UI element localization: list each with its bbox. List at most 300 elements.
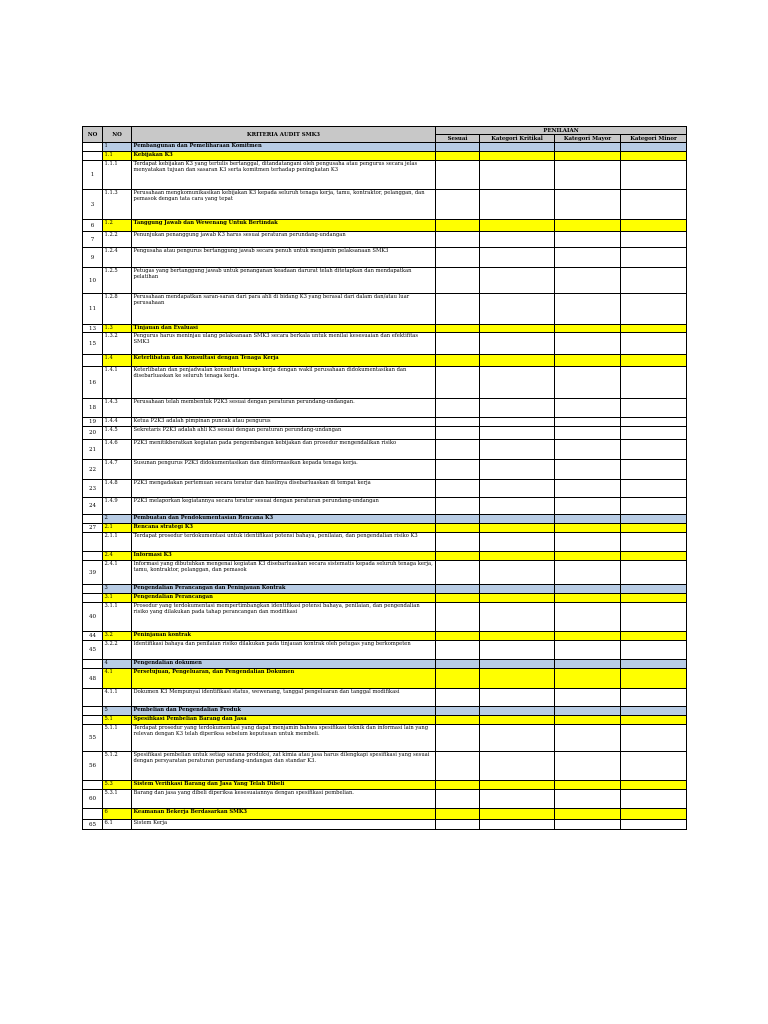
table-row: [83, 480, 687, 498]
cell-kritikal[interactable]: [480, 790, 555, 809]
cell-mayor[interactable]: [555, 294, 621, 325]
cell-mayor[interactable]: [555, 524, 621, 533]
table-row: [83, 355, 687, 367]
cell-mayor[interactable]: [555, 220, 621, 232]
table-row: [83, 809, 687, 820]
cell-minor[interactable]: [621, 220, 687, 232]
cell-sesuai[interactable]: [436, 427, 480, 440]
cell-minor[interactable]: [621, 248, 687, 268]
cell-mayor[interactable]: [555, 752, 621, 781]
cell-sesuai[interactable]: [436, 268, 480, 294]
cell-mayor[interactable]: [555, 641, 621, 660]
cell-sesuai[interactable]: [436, 498, 480, 515]
cell-minor[interactable]: [621, 355, 687, 367]
row-code: 2.1.1: [103, 533, 132, 552]
row-criteria: Informasi yang dibutuhkan mengenai kegiatan K3 disebarluaskan secara sistematis kepada seluruh tenaga kerja, tamu, kontraktor, pelanggan, dan pemasok: [132, 561, 436, 585]
cell-minor[interactable]: [621, 524, 687, 533]
table-row: [83, 152, 687, 161]
cell-minor[interactable]: [621, 460, 687, 480]
row-criteria: Pembuatan dan Pendokumentasian Rencana K3: [132, 515, 436, 524]
cell-mayor[interactable]: [555, 533, 621, 552]
row-code: 1.2.5: [103, 268, 132, 294]
cell-minor[interactable]: [621, 161, 687, 190]
row-number: [83, 533, 103, 552]
cell-sesuai[interactable]: [436, 190, 480, 220]
cell-sesuai[interactable]: [436, 294, 480, 325]
cell-kritikal[interactable]: [480, 707, 555, 716]
cell-minor[interactable]: [621, 707, 687, 716]
cell-sesuai[interactable]: [436, 725, 480, 752]
cell-sesuai[interactable]: [436, 152, 480, 161]
row-number: 15: [83, 333, 103, 355]
row-code: 1.4.1: [103, 367, 132, 399]
cell-kritikal[interactable]: [480, 220, 555, 232]
cell-kritikal[interactable]: [480, 498, 555, 515]
row-criteria: Sistem Kerja: [132, 820, 436, 830]
cell-mayor[interactable]: [555, 333, 621, 355]
cell-sesuai[interactable]: [436, 603, 480, 632]
row-code: 1.3: [103, 325, 132, 333]
row-code: 1.4.4: [103, 418, 132, 427]
row-criteria: Dokumen K3 Mempunyai identifikasi status, wewenang, tanggal pengeluaran dan tanggal modifikasi: [132, 689, 436, 707]
row-criteria: Terdapat kebijakan K3 yang tertulis bertanggal, ditandatangani oleh pengusaha atau pengurus secara jelas menyatakan tujuan dan sasaran K3 serta komitmen terhadap peningkatan K3: [132, 161, 436, 190]
row-code: 1.1: [103, 152, 132, 161]
row-criteria: Sistem Verifikasi Barang dan Jasa Yang Telah Dibeli: [132, 781, 436, 790]
row-code: 3.2.2: [103, 641, 132, 660]
row-number: [83, 552, 103, 561]
row-criteria: Keamanan Bekerja Berdasarkan SMK3: [132, 809, 436, 820]
cell-mayor[interactable]: [555, 143, 621, 152]
row-code: 1.1.3: [103, 190, 132, 220]
row-criteria: Terdapat prosedur yang terdokumentasi yang dapat menjamin bahwa spesifikasi teknik dan informasi lain yang relevan dengan K3 telah diperiksa sebelum keputusan untuk membeli.: [132, 725, 436, 752]
cell-minor[interactable]: [621, 533, 687, 552]
cell-kritikal[interactable]: [480, 533, 555, 552]
row-code: 1.2: [103, 220, 132, 232]
cell-mayor[interactable]: [555, 790, 621, 809]
cell-kritikal[interactable]: [480, 294, 555, 325]
cell-minor[interactable]: [621, 585, 687, 594]
cell-minor[interactable]: [621, 294, 687, 325]
cell-mayor[interactable]: [555, 552, 621, 561]
cell-mayor[interactable]: [555, 232, 621, 248]
row-number: 55: [83, 725, 103, 752]
table-row: [83, 190, 687, 220]
cell-minor[interactable]: [621, 498, 687, 515]
cell-mayor[interactable]: [555, 325, 621, 333]
cell-sesuai[interactable]: [436, 232, 480, 248]
header-no-2: NO: [103, 127, 132, 143]
cell-mayor[interactable]: [555, 367, 621, 399]
table-row: [83, 161, 687, 190]
row-number: 7: [83, 232, 103, 248]
cell-sesuai[interactable]: [436, 660, 480, 669]
row-criteria: Tinjauan dan Evaluasi: [132, 325, 436, 333]
row-criteria: Penunjukan penanggung jawab K3 harus sesuai peraturan perundang-undangan: [132, 232, 436, 248]
table-row: [83, 561, 687, 585]
cell-mayor[interactable]: [555, 399, 621, 418]
row-criteria: P2K3 melaporkan kegiatannya secara teratur sesuai dengan peraturan perundang-undangan: [132, 498, 436, 515]
cell-kritikal[interactable]: [480, 603, 555, 632]
row-code: 1.4.3: [103, 399, 132, 418]
cell-mayor[interactable]: [555, 632, 621, 641]
row-criteria: Pembangunan dan Pemeliharaan Komitmen: [132, 143, 436, 152]
row-criteria: P2K3 mengadakan pertemuan secara teratur dan hasilnya disebarluaskan di tempat kerja: [132, 480, 436, 498]
cell-kritikal[interactable]: [480, 594, 555, 603]
cell-kritikal[interactable]: [480, 399, 555, 418]
cell-sesuai[interactable]: [436, 809, 480, 820]
row-criteria: Terdapat prosedur terdokumentasi untuk identifikasi potensi bahaya, penilaian, dan pengendalian risiko K3: [132, 533, 436, 552]
row-code: 6: [103, 809, 132, 820]
cell-sesuai[interactable]: [436, 440, 480, 460]
row-code: 5.1.2: [103, 752, 132, 781]
cell-kritikal[interactable]: [480, 669, 555, 689]
cell-minor[interactable]: [621, 480, 687, 498]
cell-minor[interactable]: [621, 781, 687, 790]
table-row: [83, 143, 687, 152]
cell-minor[interactable]: [621, 268, 687, 294]
cell-kritikal[interactable]: [480, 152, 555, 161]
cell-sesuai[interactable]: [436, 355, 480, 367]
row-criteria: Petugas yang bertanggung jawab untuk penanganan keadaan darurat telah ditetapkan dan mendapatkan pelatihan: [132, 268, 436, 294]
table-row: [83, 641, 687, 660]
cell-kritikal[interactable]: [480, 689, 555, 707]
row-criteria: Barang dan jasa yang dibeli diperiksa kesesuaiannya dengan spesifikasi pembelian.: [132, 790, 436, 809]
table-row: [83, 716, 687, 725]
row-number: 60: [83, 790, 103, 809]
cell-mayor[interactable]: [555, 660, 621, 669]
row-number: [83, 143, 103, 152]
cell-minor[interactable]: [621, 427, 687, 440]
cell-minor[interactable]: [621, 752, 687, 781]
row-criteria: Perusahaan mendapatkan saran-saran dari para ahli di bidang K3 yang berasal dari dalam dan/atau luar perusahaan: [132, 294, 436, 325]
cell-mayor[interactable]: [555, 781, 621, 790]
cell-sesuai[interactable]: [436, 594, 480, 603]
cell-mayor[interactable]: [555, 669, 621, 689]
cell-sesuai[interactable]: [436, 552, 480, 561]
row-number: [83, 585, 103, 594]
row-number: 39: [83, 561, 103, 585]
cell-mayor[interactable]: [555, 594, 621, 603]
cell-kritikal[interactable]: [480, 725, 555, 752]
cell-minor[interactable]: [621, 143, 687, 152]
cell-sesuai[interactable]: [436, 480, 480, 498]
row-number: 27: [83, 524, 103, 533]
row-number: [83, 781, 103, 790]
row-code: 2.4.1: [103, 561, 132, 585]
table-row: [83, 268, 687, 294]
cell-kritikal[interactable]: [480, 524, 555, 533]
cell-minor[interactable]: [621, 669, 687, 689]
cell-sesuai[interactable]: [436, 752, 480, 781]
cell-sesuai[interactable]: [436, 367, 480, 399]
cell-minor[interactable]: [621, 399, 687, 418]
cell-mayor[interactable]: [555, 161, 621, 190]
cell-mayor[interactable]: [555, 498, 621, 515]
cell-kritikal[interactable]: [480, 333, 555, 355]
cell-sesuai[interactable]: [436, 669, 480, 689]
row-code: 4: [103, 660, 132, 669]
cell-mayor[interactable]: [555, 248, 621, 268]
row-code: 1.1.1: [103, 161, 132, 190]
cell-sesuai[interactable]: [436, 515, 480, 524]
cell-sesuai[interactable]: [436, 689, 480, 707]
cell-sesuai[interactable]: [436, 248, 480, 268]
row-number: 22: [83, 460, 103, 480]
row-criteria: Identifikasi bahaya dan penilaian risiko dilakukan pada tinjauan kontrak oleh petugas yang berkompeten: [132, 641, 436, 660]
cell-kritikal[interactable]: [480, 325, 555, 333]
row-number: 11: [83, 294, 103, 325]
table-row: [83, 552, 687, 561]
cell-kritikal[interactable]: [480, 248, 555, 268]
row-code: 3.1.1: [103, 603, 132, 632]
cell-sesuai[interactable]: [436, 220, 480, 232]
row-criteria: Pengendalian dokumen: [132, 660, 436, 669]
cell-kritikal[interactable]: [480, 515, 555, 524]
cell-minor[interactable]: [621, 632, 687, 641]
cell-mayor[interactable]: [555, 809, 621, 820]
row-criteria: Prosedur yang terdokumentasi mempertimbangkan identifikasi potensi bahaya, penilaian, dan pengendalian risiko yang dilakukan pada tahap perancangan dan modifikasi: [132, 603, 436, 632]
row-code: 5.1: [103, 716, 132, 725]
cell-sesuai[interactable]: [436, 325, 480, 333]
row-number: 9: [83, 248, 103, 268]
cell-kritikal[interactable]: [480, 752, 555, 781]
row-number: 18: [83, 399, 103, 418]
cell-mayor[interactable]: [555, 820, 621, 830]
cell-kritikal[interactable]: [480, 660, 555, 669]
table-row: [83, 752, 687, 781]
cell-mayor[interactable]: [555, 689, 621, 707]
table-row: [83, 707, 687, 716]
cell-minor[interactable]: [621, 809, 687, 820]
cell-mayor[interactable]: [555, 427, 621, 440]
cell-minor[interactable]: [621, 152, 687, 161]
row-criteria: Pengendalian Perancangan: [132, 594, 436, 603]
table-row: [83, 399, 687, 418]
cell-kritikal[interactable]: [480, 820, 555, 830]
cell-kritikal[interactable]: [480, 809, 555, 820]
cell-sesuai[interactable]: [436, 781, 480, 790]
row-number: 45: [83, 641, 103, 660]
cell-kritikal[interactable]: [480, 632, 555, 641]
cell-minor[interactable]: [621, 689, 687, 707]
cell-sesuai[interactable]: [436, 561, 480, 585]
cell-kritikal[interactable]: [480, 232, 555, 248]
row-number: 20: [83, 427, 103, 440]
cell-mayor[interactable]: [555, 355, 621, 367]
row-criteria: Rencana strategi K3: [132, 524, 436, 533]
row-number: [83, 809, 103, 820]
cell-kritikal[interactable]: [480, 480, 555, 498]
cell-minor[interactable]: [621, 561, 687, 585]
row-number: 1: [83, 161, 103, 190]
cell-sesuai[interactable]: [436, 641, 480, 660]
cell-sesuai[interactable]: [436, 533, 480, 552]
table-row: [83, 248, 687, 268]
table-row: [83, 790, 687, 809]
table-row: [83, 669, 687, 689]
table-body: [83, 143, 687, 830]
row-number: 13: [83, 325, 103, 333]
row-code: 1.2.2: [103, 232, 132, 248]
cell-sesuai[interactable]: [436, 460, 480, 480]
row-criteria: Keterlibatan dan penjadwalan konsultasi tenaga kerja dengan wakil perusahaan didokumentasikan dan disebarluaskan ke seluruh tenaga kerja.: [132, 367, 436, 399]
row-code: 1.2.4: [103, 248, 132, 268]
cell-minor[interactable]: [621, 515, 687, 524]
row-criteria: Persetujuan, Pengeluaran, dan Pengendalian Dokumen: [132, 669, 436, 689]
row-code: 5: [103, 707, 132, 716]
table-row: [83, 585, 687, 594]
cell-kritikal[interactable]: [480, 355, 555, 367]
row-number: 56: [83, 752, 103, 781]
cell-minor[interactable]: [621, 190, 687, 220]
cell-kritikal[interactable]: [480, 418, 555, 427]
cell-sesuai[interactable]: [436, 716, 480, 725]
row-number: 10: [83, 268, 103, 294]
cell-sesuai[interactable]: [436, 333, 480, 355]
table-row: [83, 515, 687, 524]
cell-minor[interactable]: [621, 440, 687, 460]
row-criteria: Susunan pengurus P2K3 didokumentasikan dan diinformasikan kepada tenaga kerja.: [132, 460, 436, 480]
row-number: 24: [83, 498, 103, 515]
audit-table: [82, 126, 687, 830]
row-code: 4.1: [103, 669, 132, 689]
cell-sesuai[interactable]: [436, 161, 480, 190]
table-row: [83, 427, 687, 440]
cell-minor[interactable]: [621, 333, 687, 355]
row-code: 1.4.8: [103, 480, 132, 498]
row-criteria: Spesifikasi pembelian untuk setiap sarana produksi, zat kimia atau jasa harus dilengkapi spesifikasi yang sesuai dengan persyaratan peraturan perundang-undangan dan standar K3.: [132, 752, 436, 781]
row-number: [83, 594, 103, 603]
cell-sesuai[interactable]: [436, 585, 480, 594]
row-code: 4.1.1: [103, 689, 132, 707]
row-criteria: Perusahaan mengkomunikasikan kebijakan K3 kepada seluruh tenaga kerja, tamu, kontraktor, pelanggan, dan pemasok dengan tata cara yang tepat: [132, 190, 436, 220]
cell-mayor[interactable]: [555, 716, 621, 725]
table-row: [83, 498, 687, 515]
cell-mayor[interactable]: [555, 480, 621, 498]
cell-mayor[interactable]: [555, 561, 621, 585]
row-code: 1.2.8: [103, 294, 132, 325]
cell-mayor[interactable]: [555, 725, 621, 752]
table-row: [83, 533, 687, 552]
cell-sesuai[interactable]: [436, 707, 480, 716]
cell-minor[interactable]: [621, 716, 687, 725]
row-criteria: Spesifikasi Pembelian Barang dan Jasa: [132, 716, 436, 725]
row-criteria: P2K3 menitikberatkan kegiatan pada pengembangan kebijakan dan prosedur mengendalikan risiko: [132, 440, 436, 460]
table-row: [83, 594, 687, 603]
cell-sesuai[interactable]: [436, 399, 480, 418]
cell-kritikal[interactable]: [480, 781, 555, 790]
cell-kritikal[interactable]: [480, 190, 555, 220]
row-criteria: Keterlibatan dan Konsultasi dengan Tenaga Kerja: [132, 355, 436, 367]
row-code: 1.4.9: [103, 498, 132, 515]
cell-mayor[interactable]: [555, 440, 621, 460]
cell-minor[interactable]: [621, 725, 687, 752]
cell-mayor[interactable]: [555, 603, 621, 632]
header-kriteria: KRITERIA AUDIT SMK3: [132, 127, 436, 143]
cell-kritikal[interactable]: [480, 585, 555, 594]
row-number: [83, 716, 103, 725]
cell-minor[interactable]: [621, 603, 687, 632]
header-penilaian: PENILAIAN: [436, 127, 687, 135]
table-header: [83, 127, 687, 143]
cell-sesuai[interactable]: [436, 790, 480, 809]
header-no-1: NO: [83, 127, 103, 143]
cell-mayor[interactable]: [555, 515, 621, 524]
cell-sesuai[interactable]: [436, 632, 480, 641]
row-code: 1: [103, 143, 132, 152]
row-number: [83, 355, 103, 367]
row-code: 1.4.7: [103, 460, 132, 480]
cell-minor[interactable]: [621, 367, 687, 399]
table-row: [83, 820, 687, 830]
cell-kritikal[interactable]: [480, 143, 555, 152]
cell-sesuai[interactable]: [436, 524, 480, 533]
row-code: 3: [103, 585, 132, 594]
cell-mayor[interactable]: [555, 268, 621, 294]
row-number: [83, 660, 103, 669]
cell-kritikal[interactable]: [480, 561, 555, 585]
cell-minor[interactable]: [621, 594, 687, 603]
cell-kritikal[interactable]: [480, 641, 555, 660]
cell-mayor[interactable]: [555, 585, 621, 594]
cell-kritikal[interactable]: [480, 716, 555, 725]
cell-kritikal[interactable]: [480, 440, 555, 460]
row-code: 2.1: [103, 524, 132, 533]
table-row: [83, 367, 687, 399]
cell-minor[interactable]: [621, 552, 687, 561]
row-code: 1.4.6: [103, 440, 132, 460]
cell-minor[interactable]: [621, 641, 687, 660]
row-criteria: Tanggung Jawab dan Wewenang Untuk Bertindak: [132, 220, 436, 232]
cell-kritikal[interactable]: [480, 367, 555, 399]
row-criteria: Informasi K3: [132, 552, 436, 561]
cell-sesuai[interactable]: [436, 143, 480, 152]
cell-kritikal[interactable]: [480, 460, 555, 480]
cell-mayor[interactable]: [555, 418, 621, 427]
cell-minor[interactable]: [621, 325, 687, 333]
cell-minor[interactable]: [621, 418, 687, 427]
cell-kritikal[interactable]: [480, 268, 555, 294]
row-criteria: Kebijakan K3: [132, 152, 436, 161]
cell-sesuai[interactable]: [436, 418, 480, 427]
row-criteria: Peninjauan kontrak: [132, 632, 436, 641]
table-row: [83, 220, 687, 232]
cell-minor[interactable]: [621, 790, 687, 809]
cell-kritikal[interactable]: [480, 161, 555, 190]
row-number: 23: [83, 480, 103, 498]
cell-mayor[interactable]: [555, 707, 621, 716]
row-criteria: Ketua P2K3 adalah pimpinan puncak atau pengurus: [132, 418, 436, 427]
row-criteria: Sekretaris P2K3 adalah ahli K3 sesuai dengan peraturan perundang-undangan: [132, 427, 436, 440]
cell-mayor[interactable]: [555, 190, 621, 220]
cell-sesuai[interactable]: [436, 820, 480, 830]
row-code: 1.3.2: [103, 333, 132, 355]
cell-mayor[interactable]: [555, 152, 621, 161]
table-row: [83, 333, 687, 355]
row-number: 44: [83, 632, 103, 641]
cell-mayor[interactable]: [555, 460, 621, 480]
cell-kritikal[interactable]: [480, 427, 555, 440]
table-row: [83, 603, 687, 632]
cell-minor[interactable]: [621, 232, 687, 248]
table-row: [83, 460, 687, 480]
row-criteria: Perusahaan telah membentuk P2K3 sesuai dengan peraturan perundang-undangan.: [132, 399, 436, 418]
header-mayor: Kategori Mayor: [555, 135, 621, 143]
row-number: 21: [83, 440, 103, 460]
cell-minor[interactable]: [621, 660, 687, 669]
cell-kritikal[interactable]: [480, 552, 555, 561]
cell-minor[interactable]: [621, 820, 687, 830]
